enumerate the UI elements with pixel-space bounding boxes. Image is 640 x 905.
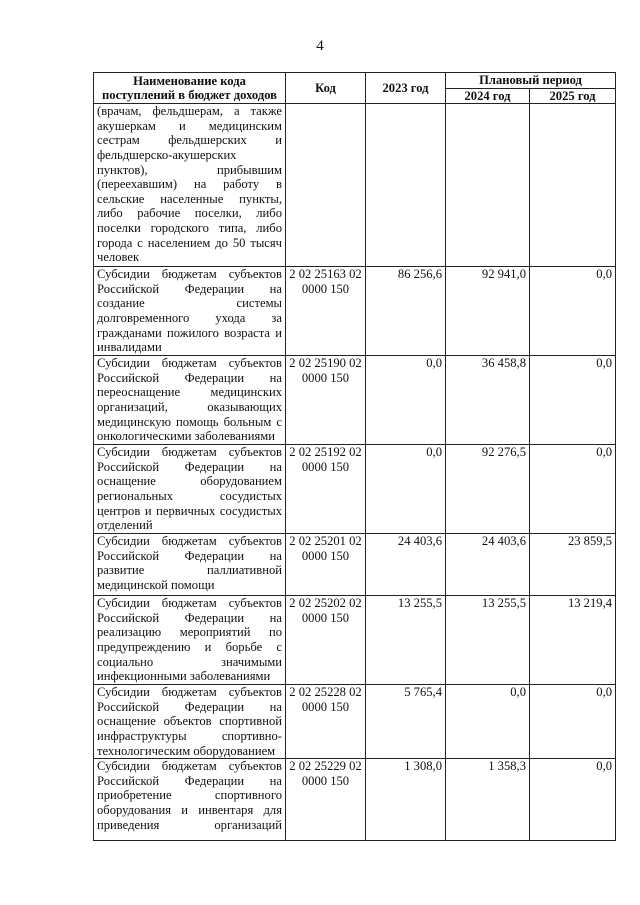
row-code-cell: 2 02 25229 02 0000 150 bbox=[286, 759, 366, 841]
row-2024-cell: 13 255,5 bbox=[446, 596, 530, 685]
row-code-cell: 2 02 25201 02 0000 150 bbox=[286, 534, 366, 596]
header-2024: 2024 год bbox=[446, 88, 530, 104]
header-planned-period: Плановый период bbox=[446, 73, 616, 89]
page-number: 4 bbox=[316, 38, 324, 54]
header-2025: 2025 год bbox=[530, 88, 616, 104]
row-2025-cell bbox=[530, 104, 616, 267]
row-2023-cell: 13 255,5 bbox=[366, 596, 446, 685]
row-2024-cell: 92 276,5 bbox=[446, 445, 530, 534]
row-code-cell: 2 02 25228 02 0000 150 bbox=[286, 685, 366, 759]
row-2025-cell: 23 859,5 bbox=[530, 534, 616, 596]
row-2024-cell: 36 458,8 bbox=[446, 356, 530, 445]
row-2025-cell: 0,0 bbox=[530, 267, 616, 356]
row-2025-cell: 13 219,4 bbox=[530, 596, 616, 685]
row-2023-cell bbox=[366, 104, 446, 267]
row-code-cell: 2 02 25202 02 0000 150 bbox=[286, 596, 366, 685]
header-2023: 2023 год bbox=[366, 73, 446, 104]
row-2024-cell: 92 941,0 bbox=[446, 267, 530, 356]
row-name-cell: Субсидии бюджетам субъектов Российской Федерации на приобретение спортивного оборудования и инвентаря для приведения организаций bbox=[94, 759, 286, 841]
table-row bbox=[94, 534, 616, 596]
table-row bbox=[94, 685, 616, 759]
row-name-cell: Субсидии бюджетам субъектов Российской Федерации на оснащение оборудованием региональных сосудистых центров и первичных сосудистых отделений bbox=[94, 445, 286, 534]
header-code: Код bbox=[286, 73, 366, 104]
row-name-cell: (врачам, фельдшерам, а также акушеркам и медицинским сестрам фельдшерских и фельдшерско-акушерских пунктов), прибывшим (переехавшим) на работу в сельские населенные пункты, либо рабочие поселки, либо поселки городского типа, либо города с населением до 50 тысяч человек bbox=[94, 104, 286, 267]
row-2025-cell: 0,0 bbox=[530, 445, 616, 534]
row-2023-cell: 0,0 bbox=[366, 445, 446, 534]
row-2025-cell: 0,0 bbox=[530, 759, 616, 841]
row-2023-cell: 5 765,4 bbox=[366, 685, 446, 759]
row-name-cell: Субсидии бюджетам субъектов Российской Федерации на развитие паллиативной медицинской помощи bbox=[94, 534, 286, 596]
row-2023-cell: 0,0 bbox=[366, 356, 446, 445]
row-name-cell: Субсидии бюджетам субъектов Российской Федерации на оснащение объектов спортивной инфраструктуры спортивно-технологическим оборудованием bbox=[94, 685, 286, 759]
table-row bbox=[94, 759, 616, 841]
row-name-cell: Субсидии бюджетам субъектов Российской Федерации на создание системы долговременного ухода за гражданами пожилого возраста и инвалидами bbox=[94, 267, 286, 356]
row-code-cell: 2 02 25192 02 0000 150 bbox=[286, 445, 366, 534]
row-name-cell: Субсидии бюджетам субъектов Российской Федерации на реализацию мероприятий по предупреждению и борьбе с социально значимыми инфекционными заболеваниями bbox=[94, 596, 286, 685]
table-row bbox=[94, 104, 616, 267]
revenue-table bbox=[93, 72, 616, 841]
row-code-cell: 2 02 25190 02 0000 150 bbox=[286, 356, 366, 445]
row-code-cell bbox=[286, 104, 366, 267]
row-2024-cell: 0,0 bbox=[446, 685, 530, 759]
row-2023-cell: 1 308,0 bbox=[366, 759, 446, 841]
table-row bbox=[94, 596, 616, 685]
row-2023-cell: 86 256,6 bbox=[366, 267, 446, 356]
table-row bbox=[94, 445, 616, 534]
row-2024-cell: 24 403,6 bbox=[446, 534, 530, 596]
row-code-cell: 2 02 25163 02 0000 150 bbox=[286, 267, 366, 356]
table-row bbox=[94, 267, 616, 356]
row-2025-cell: 0,0 bbox=[530, 685, 616, 759]
row-2023-cell: 24 403,6 bbox=[366, 534, 446, 596]
row-2024-cell: 1 358,3 bbox=[446, 759, 530, 841]
row-2024-cell bbox=[446, 104, 530, 267]
row-2025-cell: 0,0 bbox=[530, 356, 616, 445]
table-row bbox=[94, 356, 616, 445]
table-body bbox=[94, 104, 616, 841]
header-name: Наименование кода поступлений в бюджет доходов bbox=[94, 73, 286, 104]
row-name-cell: Субсидии бюджетам субъектов Российской Федерации на переоснащение медицинских организаций, оказывающих медицинскую помощь больным с онкологическими заболеваниями bbox=[94, 356, 286, 445]
